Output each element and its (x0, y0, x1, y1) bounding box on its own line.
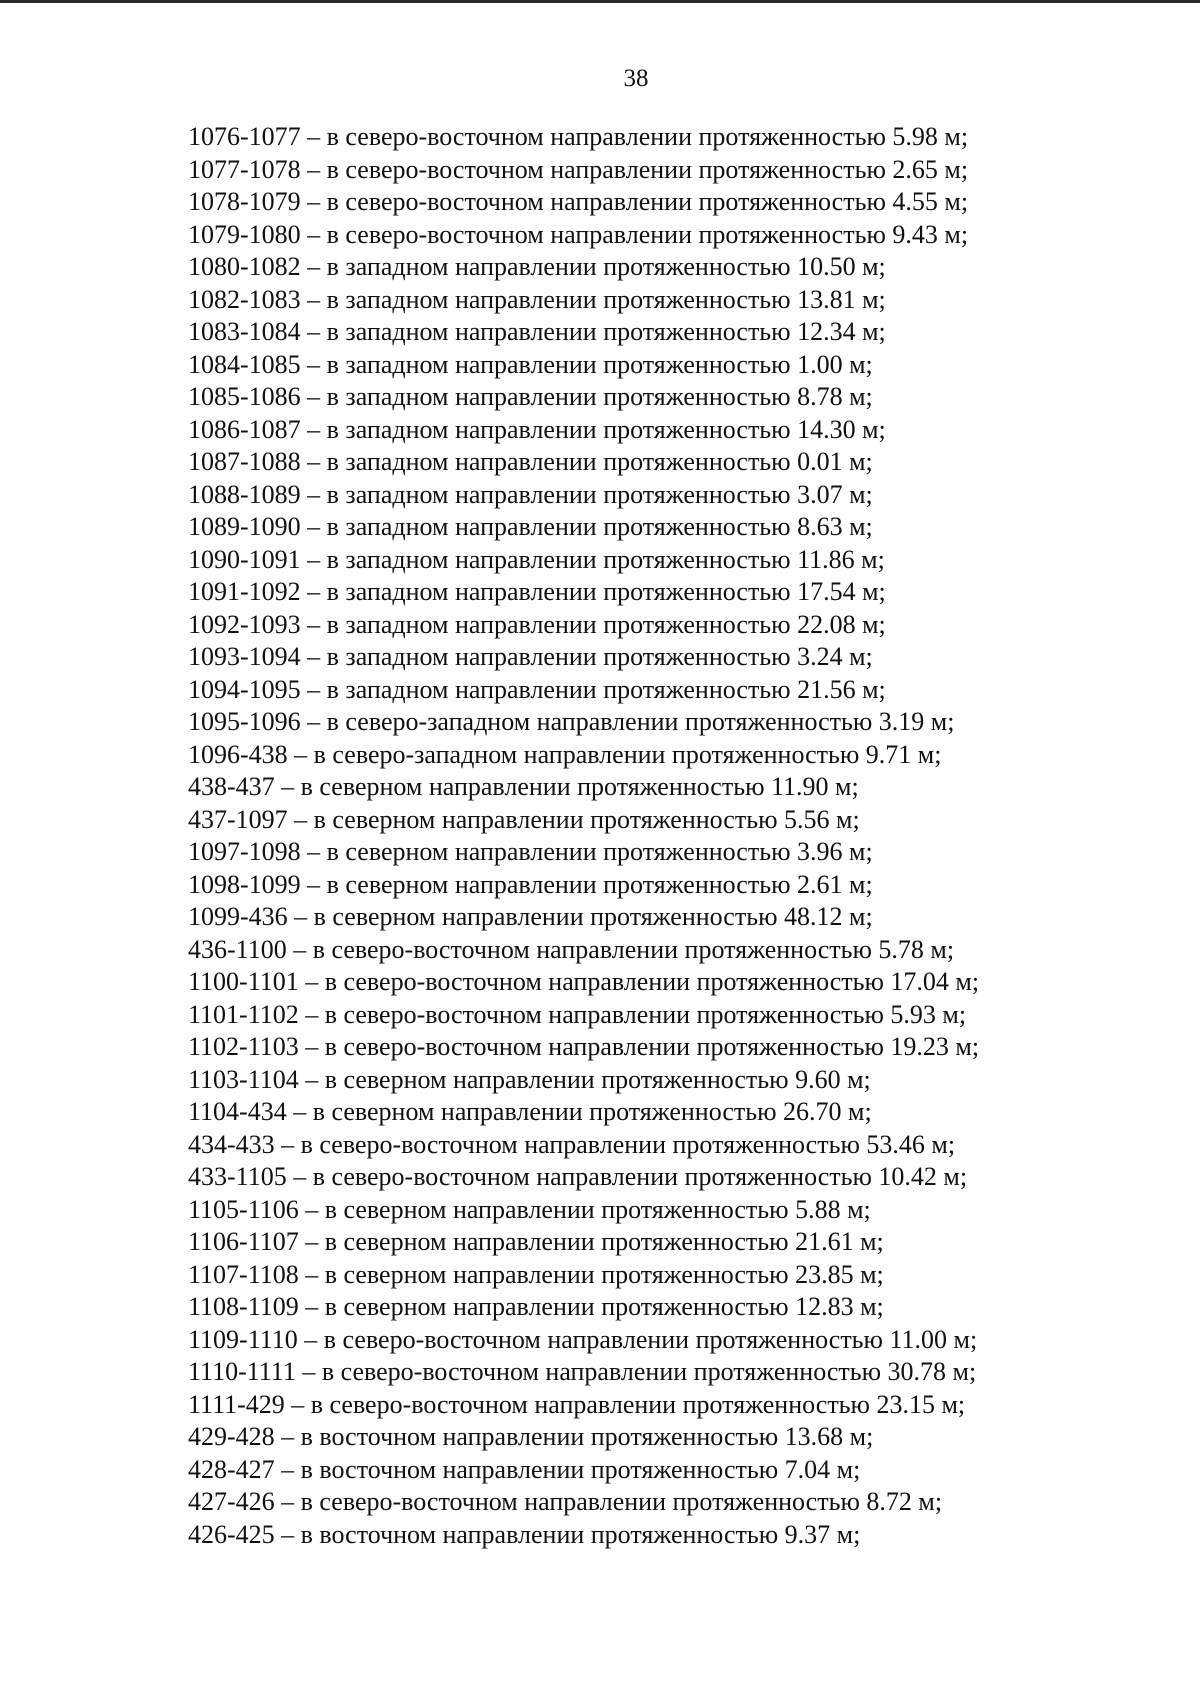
boundary-segment-list (188, 121, 1108, 1551)
boundary-segment-line: 1093-1094 – в западном направлении протяженностью 3.24 м; (188, 642, 873, 671)
boundary-segment-line: 1108-1109 – в северном направлении протяженностью 12.83 м; (188, 1292, 884, 1321)
boundary-segment-line: 1107-1108 – в северном направлении протяженностью 23.85 м; (188, 1259, 884, 1289)
boundary-segment-line: 1099-436 – в северном направлении протяженностью 48.12 м; (188, 902, 873, 931)
boundary-segment-line: 1089-1090 – в западном направлении протяженностью 8.63 м; (188, 512, 873, 541)
boundary-segment-line: 1109-1110 – в северо-восточном направлении протяженностью 11.00 м; (188, 1324, 978, 1354)
boundary-segment-line: 436-1100 – в северо-восточном направлении протяженностью 5.78 м; (188, 934, 955, 964)
boundary-segment-line: 1082-1083 – в западном направлении протяженностью 13.81 м; (188, 284, 886, 314)
boundary-segment-line: 1098-1099 – в северном направлении протяженностью 2.61 м; (188, 869, 873, 899)
boundary-segment-line: 1091-1092 – в западном направлении протяженностью 17.54 м; (188, 577, 886, 606)
boundary-segment-line: 1096-438 – в северо-западном направлении протяженностью 9.71 м; (188, 739, 942, 769)
boundary-segment-line: 1104-434 – в северном направлении протяженностью 26.70 м; (188, 1097, 872, 1126)
boundary-segment-line: 1079-1080 – в северо-восточном направлении протяженностью 9.43 м; (188, 219, 969, 249)
boundary-segment-line: 433-1105 – в северо-восточном направлении протяженностью 10.42 м; (188, 1162, 968, 1191)
boundary-segment-line: 1086-1087 – в западном направлении протяженностью 14.30 м; (188, 414, 886, 444)
page-top-edge (0, 0, 1200, 3)
boundary-segment-line: 426-425 – в восточном направлении протяженностью 9.37 м; (188, 1519, 861, 1549)
boundary-segment-line: 1100-1101 – в северо-восточном направлении протяженностью 17.04 м; (188, 967, 980, 996)
boundary-segment-line: 438-437 – в северном направлении протяженностью 11.90 м; (188, 772, 859, 801)
boundary-segment-line: 1090-1091 – в западном направлении протяженностью 11.86 м; (188, 544, 885, 574)
boundary-segment-line: 1087-1088 – в западном направлении протяженностью 0.01 м; (188, 447, 873, 476)
boundary-segment-line: 1085-1086 – в западном направлении протяженностью 8.78 м; (188, 382, 873, 411)
boundary-segment-line: 1077-1078 – в северо-восточном направлении протяженностью 2.65 м; (188, 154, 969, 184)
boundary-segment-line: 1105-1106 – в северном направлении протяженностью 5.88 м; (188, 1194, 871, 1224)
boundary-segment-line: 1101-1102 – в северо-восточном направлении протяженностью 5.93 м; (188, 999, 967, 1029)
boundary-segment-line: 1088-1089 – в западном направлении протяженностью 3.07 м; (188, 479, 873, 509)
page-number: 38 (623, 65, 649, 92)
boundary-segment-line: 1103-1104 – в северном направлении протяженностью 9.60 м; (188, 1064, 871, 1094)
boundary-segment-line: 1095-1096 – в северо-западном направлении протяженностью 3.19 м; (188, 707, 955, 736)
boundary-segment-line: 1106-1107 – в северном направлении протяженностью 21.61 м; (188, 1227, 884, 1256)
boundary-segment-line: 1111-429 – в северо-восточном направлении протяженностью 23.15 м; (188, 1389, 966, 1419)
boundary-segment-line: 1078-1079 – в северо-восточном направлении протяженностью 4.55 м; (188, 187, 969, 216)
boundary-segment-line: 427-426 – в северо-восточном направлении протяженностью 8.72 м; (188, 1487, 943, 1516)
boundary-segment-line: 1097-1098 – в северном направлении протяженностью 3.96 м; (188, 837, 873, 866)
boundary-segment-line: 1102-1103 – в северо-восточном направлении протяженностью 19.23 м; (188, 1032, 980, 1061)
boundary-segment-line: 1092-1093 – в западном направлении протяженностью 22.08 м; (188, 609, 886, 639)
boundary-segment-line: 1076-1077 – в северо-восточном направлении протяженностью 5.98 м; (188, 122, 969, 151)
boundary-segment-line: 428-427 – в восточном направлении протяженностью 7.04 м; (188, 1454, 861, 1484)
boundary-segment-line: 1094-1095 – в западном направлении протяженностью 21.56 м; (188, 674, 886, 704)
boundary-segment-line: 1083-1084 – в западном направлении протяженностью 12.34 м; (188, 317, 886, 346)
boundary-segment-line: 1084-1085 – в западном направлении протяженностью 1.00 м; (188, 349, 873, 379)
boundary-segment-line: 437-1097 – в северном направлении протяженностью 5.56 м; (188, 804, 860, 834)
boundary-segment-line: 1080-1082 – в западном направлении протяженностью 10.50 м; (188, 252, 886, 281)
boundary-segment-line: 1110-1111 – в северо-восточном направлении протяженностью 30.78 м; (188, 1357, 977, 1386)
boundary-segment-line: 429-428 – в восточном направлении протяженностью 13.68 м; (188, 1422, 874, 1451)
boundary-segment-line: 434-433 – в северо-восточном направлении протяженностью 53.46 м; (188, 1129, 956, 1159)
